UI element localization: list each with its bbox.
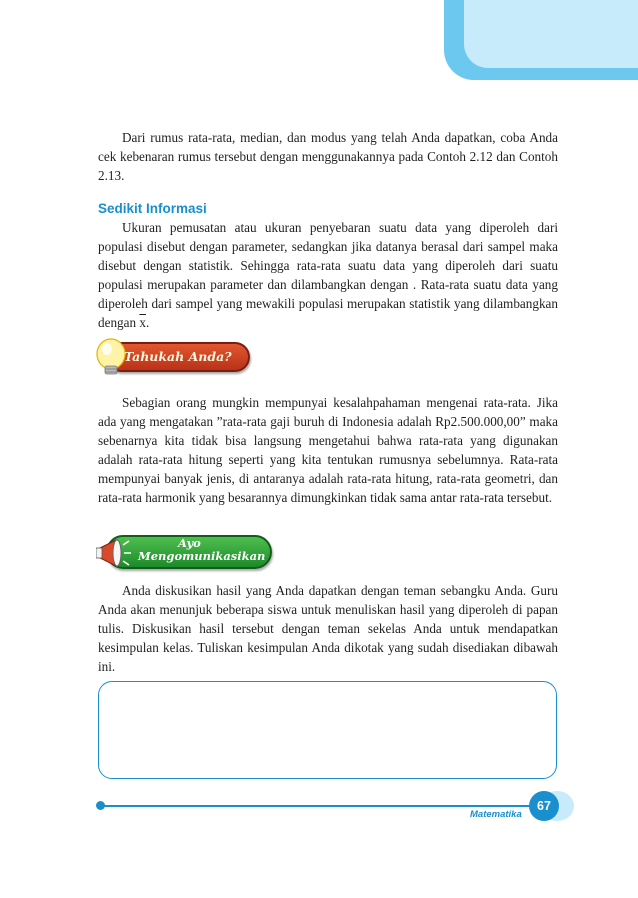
xbar-symbol: $\overline{x}$: [139, 315, 146, 330]
ayo-text: Anda diskusikan hasil yang Anda dapatkan dengan teman sebangku Anda. Guru Anda akan menunjuk beberapa siswa untuk menuliskan hasil yang diperoleh di papan tulis. Diskusikan hasil tersebut dengan teman sekelas Anda untuk mendapatkan kesimpulan kelas. Tuliskan kesimpulan Anda dikotak yang sudah disediakan dibawah ini.: [98, 583, 558, 674]
ayo-badge: [96, 531, 272, 573]
footer-line: [100, 805, 540, 807]
lightbulb-icon: [96, 337, 126, 377]
ayo-label-line2: Mengomunikasikan: [138, 549, 266, 563]
info-paragraph: [98, 218, 558, 332]
info-text-end: .: [145, 315, 150, 330]
info-text: Ukuran pemusatan atau ukuran penyebaran suatu data yang diperoleh dari populasi disebut dengan parameter, sedangkan jika datanya berasal dari sampel maka disebut dengan statistik. Sehingga rata-rata suatu data yang diperoleh dari suatu populasi merupakan parameter dan dilambangkan dengan . Rata-rata suatu data yang diperoleh dari sampel yang mewakili populasi merupakan statistik yang dilambangkan dengan: [98, 220, 558, 330]
tahukah-badge: [96, 337, 250, 377]
tahukah-text: Sebagian orang mungkin mempunyai kesalahpahaman mengenai rata-rata. Jika ada yang mengatakan ”rata-rata gaji buruh di Indonesia adalah Rp2.500.000,00” maka sebenarnya kita tidak bisa langsung mengetahui bahwa rata-rata yang digunakan adalah rata-rata hitung seperti yang kita tentukan rumusnya sebelumnya. Rata-rata mempunyai banyak jenis, di antaranya adalah rata-rata hitung, rata-rata geometri, dan rata-rata harmonik yang besarannya dimungkinkan tidak sama antar rata-rata tersebut.: [98, 395, 558, 505]
intro-paragraph: [98, 128, 558, 185]
footer-subject: Matematika: [470, 809, 522, 820]
footer-dot: [96, 801, 105, 810]
answer-box[interactable]: [98, 681, 557, 779]
ayo-paragraph: [98, 581, 558, 676]
page-number: 67: [529, 791, 559, 821]
tahukah-label: Tahukah Anda?: [124, 349, 232, 364]
megaphone-icon: [96, 535, 136, 571]
corner-decoration-inner: [464, 0, 638, 68]
info-heading: Sedikit Informasi: [98, 201, 207, 216]
intro-text: Dari rumus rata-rata, median, dan modus yang telah Anda dapatkan, coba Anda cek kebenaran rumus tersebut dengan menggunakannya pada Contoh 2.12 dan Contoh 2.13.: [98, 130, 558, 183]
tahukah-paragraph: [98, 393, 558, 507]
ayo-label-line1: Ayo: [178, 536, 201, 550]
